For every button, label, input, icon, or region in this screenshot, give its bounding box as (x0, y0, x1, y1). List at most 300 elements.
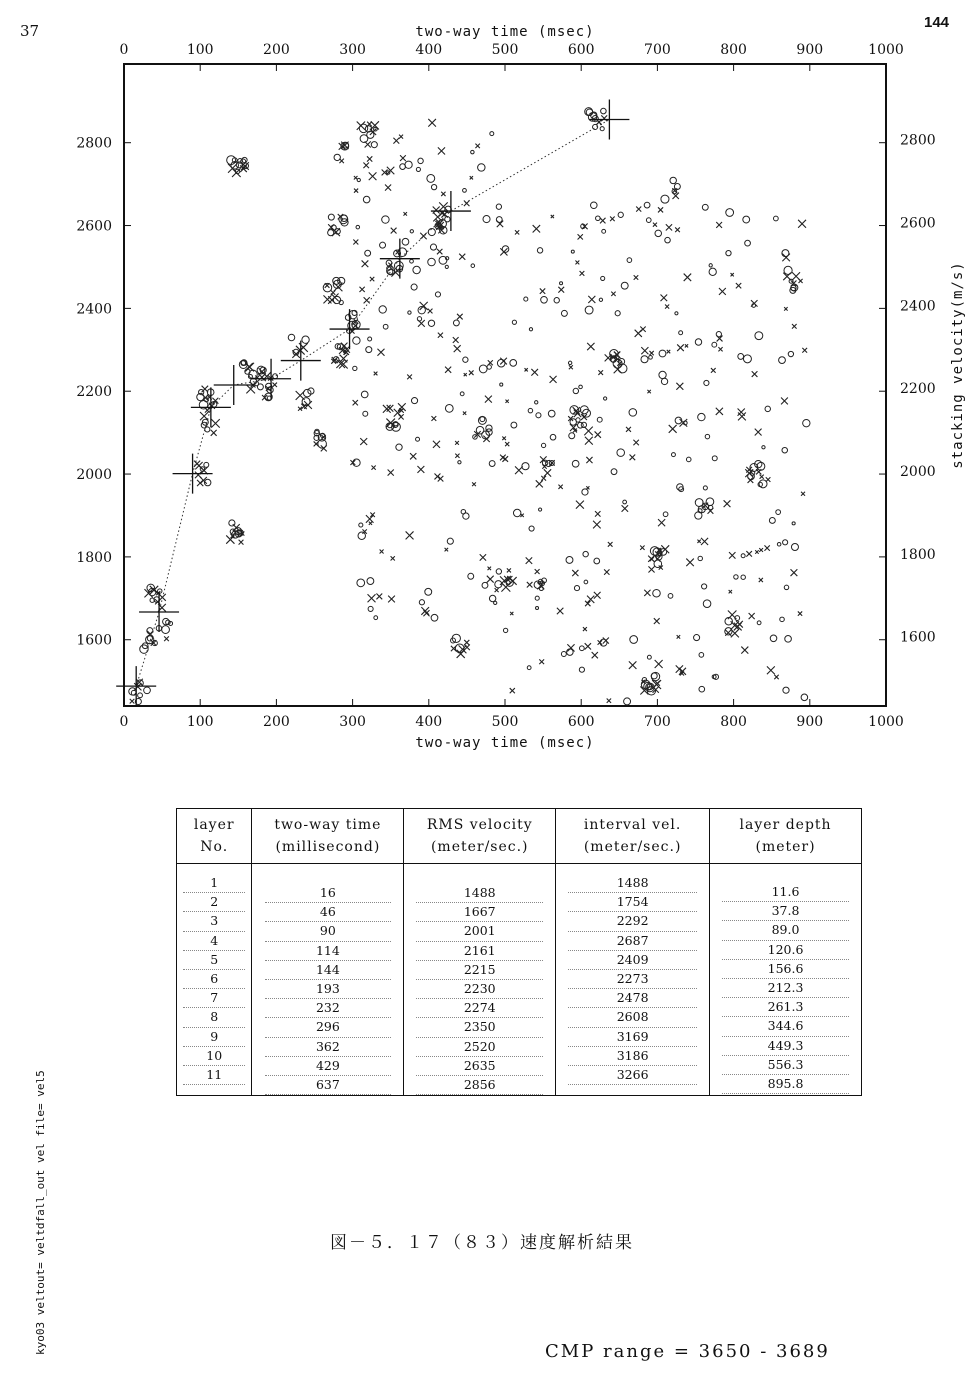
semblance-circle (783, 540, 788, 545)
semblance-circle (712, 342, 717, 347)
x-tick-label-bottom: 600 (567, 714, 595, 730)
semblance-cross (751, 300, 758, 307)
table-cell: 90 (265, 922, 392, 941)
semblance-cross (601, 115, 607, 121)
semblance-circle (328, 214, 334, 220)
semblance-circle (360, 135, 368, 143)
semblance-cross (433, 206, 440, 213)
semblance-cross (526, 557, 532, 563)
semblance-cross (367, 156, 372, 161)
semblance-circle (627, 258, 632, 263)
table-cell: 2215 (416, 961, 543, 980)
semblance-cross (431, 416, 436, 421)
semblance-circle (726, 250, 731, 255)
x-tick-label-top: 900 (796, 42, 824, 58)
semblance-circle (431, 184, 436, 189)
semblance-circle (445, 265, 448, 268)
table-cell: 212.3 (722, 979, 849, 998)
semblance-cross (608, 542, 613, 547)
semblance-circle (791, 543, 798, 550)
table-cell: 1754 (568, 893, 696, 912)
table-cell: 114 (265, 942, 392, 961)
velocity-pick-marker (116, 666, 156, 706)
semblance-cross (505, 442, 509, 446)
column-layer-depth (710, 874, 861, 1094)
semblance-circle (599, 298, 602, 301)
semblance-circle (777, 542, 781, 546)
semblance-circle (651, 673, 657, 679)
semblance-cross (783, 273, 791, 281)
header-two-way-time: two-way time (millisecond) (252, 809, 404, 864)
table-cell: 2520 (416, 1038, 543, 1057)
table-cell: 2273 (568, 970, 696, 989)
semblance-circle (755, 332, 763, 340)
semblance-cross (500, 358, 507, 365)
semblance-cross (784, 307, 787, 310)
semblance-cross (654, 618, 660, 624)
semblance-circle (579, 667, 584, 672)
semblance-circle (776, 510, 781, 515)
semblance-cross (701, 538, 708, 545)
semblance-cross (470, 176, 473, 179)
semblance-circle (653, 589, 661, 597)
semblance-cross (510, 612, 513, 615)
semblance-circle (353, 459, 360, 466)
semblance-circle (366, 347, 372, 353)
semblance-cross (438, 333, 443, 338)
semblance-cross (752, 371, 758, 377)
x-tick-label-top: 500 (491, 42, 519, 58)
table-cell: 1488 (416, 884, 543, 903)
semblance-cross (760, 475, 764, 479)
y-tick-label-right: 1600 (900, 629, 936, 646)
semblance-cross (376, 593, 382, 599)
table-cell: 362 (265, 1038, 392, 1057)
semblance-cross (630, 455, 636, 461)
semblance-cross (507, 568, 511, 572)
semblance-cross (586, 457, 592, 463)
semblance-circle (511, 422, 517, 428)
y-tick-label-left: 1600 (76, 632, 112, 649)
semblance-cross (428, 119, 436, 127)
semblance-cross (746, 551, 752, 557)
semblance-circle (581, 422, 586, 427)
semblance-circle (479, 365, 487, 373)
y-tick-label-right: 2400 (900, 298, 936, 315)
semblance-cross (636, 207, 641, 212)
semblance-circle (782, 250, 789, 257)
semblance-cross (366, 515, 374, 523)
y-tick-label-left: 2200 (76, 384, 112, 401)
semblance-circle (357, 579, 365, 587)
semblance-cross (211, 419, 220, 428)
semblance-circle (698, 556, 702, 560)
x-tick-label-bottom: 0 (119, 714, 129, 730)
column-rms-velocity (404, 874, 555, 1095)
semblance-cross (510, 688, 515, 693)
semblance-cross (420, 233, 426, 239)
semblance-circle (512, 320, 516, 324)
semblance-circle (405, 161, 412, 168)
semblance-circle (435, 292, 440, 297)
semblance-circle (649, 355, 653, 359)
semblance-cross (798, 220, 806, 228)
semblance-cross (666, 224, 672, 230)
y-tick-label-right: 2800 (900, 132, 936, 149)
semblance-cross (374, 372, 378, 376)
semblance-cross (487, 576, 494, 583)
y-tick-label-left: 2000 (76, 467, 112, 484)
semblance-circle (483, 216, 490, 223)
side-note: kyo03 veltout= veltdfall_out vel file= vel5 (34, 1070, 47, 1355)
semblance-cross (485, 396, 492, 403)
semblance-cross (550, 376, 557, 383)
semblance-cross (428, 309, 433, 314)
semblance-circle (561, 310, 567, 316)
semblance-circle (762, 446, 765, 449)
semblance-circle (371, 142, 377, 148)
semblance-circle (679, 331, 683, 335)
layer-table (176, 808, 862, 1096)
semblance-cross (766, 477, 771, 482)
semblance-circle (162, 626, 170, 634)
column-interval-vel (556, 874, 709, 1085)
semblance-cross (239, 540, 244, 545)
semblance-cross (677, 344, 684, 351)
semblance-circle (383, 324, 388, 329)
semblance-cross (371, 466, 375, 470)
semblance-circle (453, 320, 459, 326)
semblance-cross (604, 569, 609, 574)
semblance-cross (502, 436, 506, 440)
table-cell: 11 (183, 1066, 246, 1085)
semblance-circle (541, 443, 545, 447)
semblance-cross (641, 347, 648, 354)
semblance-cross (729, 552, 735, 558)
semblance-cross (611, 292, 615, 296)
semblance-circle (458, 461, 461, 464)
x-tick-label-top: 700 (644, 42, 671, 58)
table-cell: 16 (265, 884, 392, 903)
x-axis-label-bottom: two-way time (msec) (415, 735, 595, 751)
semblance-cross (380, 550, 384, 554)
semblance-cross (454, 345, 461, 352)
semblance-circle (705, 434, 709, 438)
table-cell: 449.3 (722, 1037, 849, 1056)
x-tick-label-top: 0 (119, 42, 129, 58)
semblance-cross (774, 675, 778, 679)
semblance-circle (471, 264, 475, 268)
semblance-cross (202, 386, 209, 393)
table-cell: 232 (265, 999, 392, 1018)
semblance-cross (629, 661, 637, 669)
semblance-circle (574, 586, 579, 591)
semblance-cross (418, 320, 425, 327)
x-tick-label-bottom: 700 (644, 714, 671, 730)
semblance-circle (591, 202, 598, 209)
semblance-circle (661, 195, 669, 203)
semblance-circle (529, 328, 532, 331)
semblance-circle (686, 457, 691, 462)
semblance-cross (587, 596, 594, 603)
y-tick-label-left: 2600 (76, 218, 112, 235)
semblance-circle (427, 174, 435, 182)
semblance-circle (769, 517, 775, 523)
semblance-circle (618, 364, 627, 373)
semblance-cross (697, 540, 700, 543)
semblance-circle (400, 164, 406, 170)
semblance-cross (574, 410, 582, 418)
semblance-circle (572, 460, 579, 467)
semblance-cross (369, 172, 377, 180)
semblance-circle (368, 337, 372, 341)
semblance-cross (755, 429, 762, 436)
semblance-circle (704, 380, 709, 385)
semblance-cross (365, 141, 371, 147)
table-cell: 2230 (416, 980, 543, 999)
semblance-circle (668, 594, 673, 599)
table-cell: 156.6 (722, 960, 849, 979)
table-cell: 2856 (416, 1076, 543, 1095)
semblance-cross (453, 337, 459, 343)
semblance-cross (781, 398, 788, 405)
semblance-circle (702, 584, 707, 589)
semblance-cross (363, 162, 369, 168)
semblance-circle (584, 580, 588, 584)
semblance-circle (576, 418, 580, 422)
semblance-cross (463, 412, 466, 415)
semblance-cross (634, 275, 639, 280)
table-cell: 556.3 (722, 1056, 849, 1075)
table-cell: 3266 (568, 1066, 696, 1085)
semblance-cross (585, 643, 591, 649)
semblance-circle (702, 204, 708, 210)
column-two-way-time (252, 874, 403, 1095)
semblance-circle (566, 557, 573, 564)
semblance-cross (464, 373, 467, 376)
velocity-pick-marker (330, 309, 370, 349)
table-cell: 8 (183, 1008, 246, 1027)
semblance-circle (463, 357, 468, 362)
table-cell: 144 (265, 961, 392, 980)
semblance-circle (661, 378, 667, 384)
semblance-circle (489, 461, 495, 467)
semblance-cross (195, 462, 202, 469)
semblance-circle (567, 649, 574, 656)
semblance-circle (365, 250, 371, 256)
semblance-cross (403, 212, 406, 215)
page-number-left: 37 (20, 22, 40, 40)
semblance-circle (535, 596, 539, 600)
x-tick-label-bottom: 400 (415, 714, 443, 730)
semblance-cross (764, 545, 769, 550)
table-cell: 46 (265, 903, 392, 922)
y-tick-label-left: 2800 (76, 135, 112, 152)
semblance-cross (658, 519, 665, 526)
semblance-circle (783, 687, 789, 693)
semblance-circle (144, 687, 151, 694)
semblance-cross (675, 227, 680, 232)
semblance-cross (580, 271, 585, 276)
table-cell: 261.3 (722, 998, 849, 1017)
semblance-cross (655, 660, 663, 668)
table-cell: 2350 (416, 1018, 543, 1037)
semblance-cross (369, 522, 372, 525)
table-cell: 2687 (568, 932, 696, 951)
semblance-cross (354, 176, 358, 180)
semblance-cross (393, 138, 399, 144)
semblance-cross (622, 505, 629, 512)
semblance-circle (539, 508, 542, 511)
semblance-cross (438, 147, 445, 154)
semblance-circle (621, 282, 628, 289)
semblance-circle (770, 635, 777, 642)
semblance-circle (361, 391, 368, 398)
semblance-cross (502, 456, 508, 462)
semblance-circle (644, 202, 650, 208)
semblance-cross (677, 635, 681, 639)
semblance-cross (360, 438, 367, 445)
semblance-circle (500, 383, 503, 386)
semblance-cross (798, 611, 802, 615)
semblance-circle (356, 225, 360, 229)
semblance-cross (515, 230, 519, 234)
semblance-cross (801, 492, 805, 496)
semblance-circle (738, 354, 744, 360)
table-cell: 2635 (416, 1057, 543, 1076)
semblance-cross (569, 365, 573, 369)
semblance-cross (399, 135, 403, 139)
table-cell: 2409 (568, 951, 696, 970)
semblance-circle (743, 216, 750, 223)
semblance-circle (757, 621, 761, 625)
y-tick-label-right: 2200 (900, 381, 936, 398)
semblance-cross (791, 569, 798, 576)
semblance-circle (629, 409, 637, 417)
semblance-cross (497, 221, 503, 227)
semblance-cross (572, 570, 578, 576)
x-tick-label-top: 1000 (868, 42, 904, 58)
table-cell: 2161 (416, 942, 543, 961)
semblance-cross (686, 559, 694, 567)
table-cell: 6 (183, 970, 246, 989)
semblance-circle (411, 398, 417, 404)
semblance-cross (749, 613, 755, 619)
semblance-circle (428, 228, 435, 235)
semblance-cross (388, 263, 392, 267)
semblance-circle (703, 486, 707, 490)
table-cell: 1 (183, 874, 246, 893)
semblance-cross (708, 508, 714, 514)
semblance-cross (724, 500, 731, 507)
header-layer-depth: layer depth (meter) (710, 809, 862, 864)
semblance-cross (759, 548, 763, 552)
semblance-circle (430, 244, 436, 250)
semblance-cross (211, 430, 217, 436)
semblance-cross (354, 189, 358, 193)
table-cell: 193 (265, 980, 392, 999)
semblance-cross (633, 440, 638, 445)
semblance-circle (363, 196, 370, 203)
semblance-circle (712, 456, 717, 461)
x-tick-label-bottom: 800 (720, 714, 747, 730)
semblance-cross (464, 201, 470, 207)
semblance-cross (588, 296, 595, 303)
semblance-cross (525, 368, 528, 371)
semblance-cross (527, 582, 533, 588)
semblance-circle (655, 230, 661, 236)
semblance-cross (585, 437, 593, 445)
header-rms-velocity: RMS velocity (meter/sec.) (404, 809, 556, 864)
semblance-cross (331, 290, 335, 294)
semblance-circle (617, 449, 625, 457)
semblance-cross (437, 249, 442, 254)
semblance-cross (212, 398, 218, 404)
semblance-cross (396, 250, 400, 254)
semblance-cross (593, 521, 601, 529)
semblance-circle (359, 523, 363, 527)
semblance-circle (785, 636, 792, 643)
table-cell: 3186 (568, 1047, 696, 1066)
semblance-cross (595, 511, 600, 516)
semblance-circle (604, 397, 607, 400)
semblance-circle (624, 698, 631, 705)
semblance-circle (353, 366, 357, 370)
semblance-cross (610, 216, 615, 221)
semblance-cross (755, 550, 758, 553)
semblance-circle (597, 417, 602, 422)
semblance-circle (490, 132, 494, 136)
semblance-circle (611, 469, 617, 475)
semblance-cross (370, 129, 376, 135)
semblance-circle (765, 406, 770, 411)
semblance-cross (669, 425, 677, 433)
semblance-cross (400, 155, 406, 161)
x-tick-label-top: 200 (263, 42, 290, 58)
semblance-cross (648, 566, 654, 572)
semblance-cross (576, 501, 584, 509)
semblance-circle (665, 237, 671, 243)
velocity-pick-marker (589, 100, 629, 140)
x-tick-label-bottom: 300 (339, 714, 366, 730)
y-tick-label-left: 1800 (76, 549, 112, 566)
semblance-circle (601, 276, 605, 280)
semblance-cross (734, 623, 742, 631)
semblance-cross (544, 469, 551, 476)
page-number-right: 144 (924, 14, 950, 31)
semblance-cross (649, 351, 653, 355)
semblance-circle (695, 512, 702, 519)
semblance-cross (417, 466, 424, 473)
semblance-cross (406, 531, 414, 539)
semblance-circle (709, 264, 712, 267)
x-tick-label-top: 800 (720, 42, 747, 58)
semblance-circle (410, 230, 413, 233)
table-cell: 2478 (568, 989, 696, 1008)
semblance-cross (388, 469, 394, 475)
velocity-pick-marker (281, 341, 321, 381)
semblance-circle (431, 614, 438, 621)
semblance-cross (475, 144, 479, 148)
semblance-cross (441, 192, 445, 196)
semblance-cross (433, 441, 440, 448)
semblance-circle (663, 512, 668, 517)
semblance-cross (359, 287, 364, 292)
figure-caption: 図－５．１７（８３）速度解析結果 (330, 1233, 634, 1253)
semblance-circle (548, 410, 555, 417)
table-cell: 2274 (416, 999, 543, 1018)
semblance-circle (382, 216, 389, 223)
